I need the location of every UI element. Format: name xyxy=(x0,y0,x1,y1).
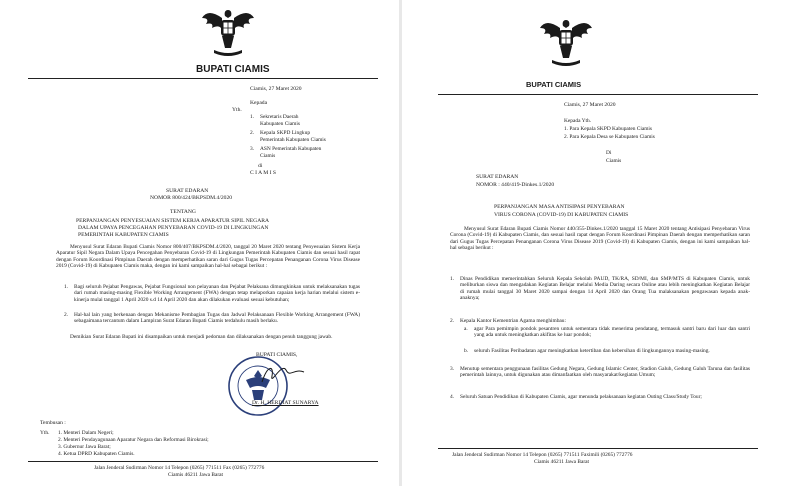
recipient-item: ASN Pemerintah Kabupaten xyxy=(260,146,322,152)
recipient-place: C I A M I S xyxy=(250,170,276,176)
letter-date: Ciamis, 27 Maret 2020 xyxy=(250,86,302,92)
recipient-kepada: Kepada Yth. xyxy=(564,118,592,124)
recipient-di: di xyxy=(258,163,263,169)
tembusan-item: 1. Menteri Dalam Negeri; xyxy=(58,430,114,436)
recipient-kepada: Kepada xyxy=(250,100,268,106)
signatory-name: Dr. H. HERDIAT SUNARYA xyxy=(252,400,319,406)
closing-paragraph: Demikian Surat Edaran Bupati ini disampaikan untuk menjadi pedoman dan dilaksanakan dengan penuh tanggung jawab. xyxy=(70,334,333,340)
point-2a-text: agar Para pemimpin pondok pesantren untuk sementara tidak menerima pendatang, termasuk santri baru dari luar dan santri yang ada untuk meningkatkan akifitas ke luar pondok; xyxy=(474,326,750,339)
subject-line: PERPANJANGAN PENYESUAIAN SISTEM KERJA APARATUR SIPIL NEGARA xyxy=(76,218,270,224)
recipient-di: Di xyxy=(606,150,612,156)
garuda-emblem-icon xyxy=(200,4,256,60)
document-title: SURAT EDARAN xyxy=(476,174,519,180)
point-2-text: Hal-hal lain yang berkenaan dengan Mekanisme Pembagian Tugas dan Jadwal Pelaksanaan Flexible Working Arrangement (FWA) sebagaimana tercantum dalam Lampiran Surat Edaran Bupati Ciamis terdahulu masih berlaku. xyxy=(74,312,360,325)
tembusan-item: 3. Gubernur Jawa Barat; xyxy=(58,444,111,450)
letter-date: Ciamis, 27 Maret 2020 xyxy=(564,102,616,108)
signature-icon xyxy=(258,360,308,388)
footer-address: Jalan Jenderal Sudirman Nomor 14 Telepon (0265) 771511 Faximili (0265) 772776 xyxy=(452,452,633,458)
document-number: NOMOR : 440/419-Dinkes.1/2020 xyxy=(476,182,555,188)
subject-line: DALAM UPAYA PENCEGAHAN PENYEBARAN COVID-19 DI LINGKUNGAN xyxy=(78,225,269,231)
left-document-page: BUPATI CIAMIS Ciamis, 27 Maret 2020 Kepada Yth. 1. Sekretaris Daerah Kabupaten Ciamis 2. Kepala SKPD Lingkup Pemerintah Kabupaten Ciamis 3. ASN Pemerintah Kabupaten Ciamis di C I A M I S SURAT EDARAN NOMOR 800/424/BKPSDM.4/2020 TENTANG PERPANJANGAN PENYESUAIAN SISTEM KERJA APARATUR SIPIL NEGARA DALAM UPAYA PENCEGAHAN PENYEBARAN COVID-19 DI LINGKUNGAN PEMERINTAH KABUPATEN CIAMIS Menyusul Surat Edaran Bupati Ciamis Nomor 800/407/BKPSDM.4/2020, tanggal 20 Maret 2020 tentang Penyesuaian Sistem Kerja Aparatur Sipil Negara Dalam Upaya Pencegahan Penyebaran Covid-19 di Lingkungan Pemerintah Kabupaten Ciamis dan sesuai hasil rapat dengan Forum Koordinasi Pimpinan Daerah dengan memperhatikan saran dari Gugus Tugas Percepatan Penanganan Corona Virus Disease 2019 (Covid-19) di Kabupaten Ciamis maka, dengan ini kami sampaikan hal-hal sebagai berikut : 1. Bagi seluruh Pejabat Pengawas, Pejabat Fungsional non pelayanan dan Pejabat Pelaksana dimungkinkan untuk melaksanakan tugas dari rumah masing-masing Flexible Working Arrangement (FWA) dengan tetap melaporkan capaian kerja harian melalui sistem e-kinerja mulai tanggal 1 April 2020 s.d 14 April 2020 dan akan dilakukan evaluasi sesuai kebutuhan; 2. Hal-hal lain yang berkenaan dengan Mekanisme Pembagian Tugas dan Jadwal Pelaksanaan Flexible Working Arrangement (FWA) sebagaimana tercantum dalam Lampiran Surat Edaran Bupati Ciamis terdahulu masih berlaku. Demikian Surat Edaran Bupati ini disampaikan untuk menjadi pedoman dan dilaksanakan dengan penuh tanggung jawab. BUPATI CIAMIS, Dr. H. HERDIAT SUNARYA Tembusan : Yth. 1. Menteri Dalam Negeri; 2. Menteri Pendayagunaan Aparatur Negara dan Reformasi Birokrasi; 3. Gubernur Jawa Barat; 4. Ketua DPRD Kabupaten Ciamis. Jalan Jenderal Sudirman Nomor 14 Telepon (0265) 771511 Fax (0265) 772776 Ciamis 46211 Jawa Barat xyxy=(0,0,398,486)
point-2b-text: seluruh Fasilitas Peribadatan agar meningkatkan ketertiban dan kebersihan di lingkungannya masing-masing. xyxy=(474,348,710,354)
point-3-text: Menutup sementara penggunaan fasilitas Gedung Negara, Gedung Islamic Center, Stadion Galuh, Gedung Galuh Taruna dan fasilitas pemerintah lainnya, untuk digunakan atau dimanfaatkan oleh masyarakat/kegiatan Umum; xyxy=(460,366,750,379)
point-1-text: Dinas Pendidikan memerintahkan Seluruh Kepala Sekolah PAUD, TK/RA, SD/MI, dan SMP/MTS di Kabupaten Ciamis, untuk meliburkan siswa dan mengadakan Kegiatan Belajar melalui Media Daring secara Online atau lebih meningkatkan Kegiatan Belajar di rumah mulai tanggal 30 Maret 2020 sampai dengan 14 April 2020 dan Orang Tua malaksanakan pengawasan kepada anak-anaknya; xyxy=(460,276,750,302)
signatory-title: BUPATI CIAMIS, xyxy=(256,352,298,358)
intro-paragraph: Menyusul Surat Edaran Bupati Ciamis Nomor 440/355-Dinkes.1/2020 tanggal 15 Maret 2020 tentang Antisipasi Penyebaran Virus Corona (Covid-19) di Kabupaten Ciamis, dan sesuai hasil rapat dengan Forum Koordinasi Pimpinan Daerah dengan memperhatikan saran dari Gugus Tugas Percepatan Penanganan Corona Virus Disease 2019 (Covid-19) di Kabupaten Ciamis, dengan ini kami sampaikan hal-hal sebagai berikut : xyxy=(450,226,750,252)
point-1-text: Bagi seluruh Pejabat Pengawas, Pejabat Fungsional non pelayanan dan Pejabat Pelaksana dimungkinkan untuk melaksanakan tugas dari rumah masing-masing Flexible Working Arrangement (FWA) dengan tetap melaporkan capaian kerja harian melalui sistem e-kinerja mulai tanggal 1 April 2020 s.d 14 April 2020 dan akan dilakukan evaluasi sesuai kebutuhan; xyxy=(74,284,360,303)
subject-line: PEMERINTAH KABUPATEN CIAMIS xyxy=(78,232,169,238)
recipient-item: Sekretaris Daerah xyxy=(260,114,299,120)
subject-line: PERPANJANGAN MASA ANTISIPASI PENYEBARAN xyxy=(494,204,625,210)
tembusan-item: 2. Menteri Pendayagunaan Aparatur Negara dan Reformasi Birokrasi; xyxy=(58,437,209,443)
point-4-text: Seluruh Satuan Pendidikan di Kabupaten Ciamis, agar menunda pelaksanaan kegiatan Outing Class/Study Tour; xyxy=(460,394,702,400)
letterhead-title: BUPATI CIAMIS xyxy=(196,64,270,75)
recipient-place: Ciamis xyxy=(606,158,622,164)
footer-address: Jalan Jenderal Sudirman Nomor 14 Telepon (0265) 771511 Fax (0265) 772776 xyxy=(94,465,265,471)
footer-address: Ciamis 46211 Jawa Barat xyxy=(534,459,590,465)
tembusan-label: Tembusan : xyxy=(40,420,66,426)
document-title: SURAT EDARAN xyxy=(166,188,209,194)
point-2-text: Kepala Kantor Kementrian Agama menghimbau: xyxy=(460,318,566,324)
subject-line: VIRUS CORONA (COVID-19) DI KABUPATEN CIAMIS xyxy=(494,212,629,218)
intro-paragraph: Menyusul Surat Edaran Bupati Ciamis Nomor 800/407/BKPSDM.4/2020, tanggal 20 Maret 2020 tentang Penyesuaian Sistem Kerja Aparatur Sipil Negara Dalam Upaya Pencegahan Penyebaran Covid-19 di Lingkungan Pemerintah Kabupaten Ciamis dan sesuai hasil rapat dengan Forum Koordinasi Pimpinan Daerah dengan memperhatikan saran dari Gugus Tugas Percepatan Penanganan Corona Virus Disease 2019 (Covid-19) di Kabupaten Ciamis maka, dengan ini kami sampaikan hal-hal sebagai berikut : xyxy=(56,244,360,270)
recipient-item: Kepala SKPD Lingkup xyxy=(260,130,311,136)
recipient-yth: Yth. xyxy=(232,107,242,113)
recipient-item: 1. Para Kepala SKPD Kabupaten Ciamis xyxy=(564,126,653,132)
tentang-label: TENTANG xyxy=(170,209,196,215)
tembusan-item: 4. Ketua DPRD Kabupaten Ciamis. xyxy=(58,451,135,457)
right-document-page: BUPATI CIAMIS Ciamis, 27 Maret 2020 Kepada Yth. 1. Para Kepala SKPD Kabupaten Ciamis 2. Para Kepala Desa se Kabupaten Ciamis Di Ciamis SURAT EDARAN NOMOR : 440/419-Dinkes.1/2020 PERPANJANGAN MASA ANTISIPASI PENYEBARAN VIRUS CORONA (COVID-19) DI KABUPATEN CIAMIS Menyusul Surat Edaran Bupati Ciamis Nomor 440/355-Dinkes.1/2020 tanggal 15 Maret 2020 tentang Antisipasi Penyebaran Virus Corona (Covid-19) di Kabupaten Ciamis, dan sesuai hasil rapat dengan Forum Koordinasi Pimpinan Daerah dengan memperhatikan saran dari Gugus Tugas Percepatan Penanganan Corona Virus Disease 2019 (Covid-19) di Kabupaten Ciamis, dengan ini kami sampaikan hal-hal sebagai berikut : 1. Dinas Pendidikan memerintahkan Seluruh Kepala Sekolah PAUD, TK/RA, SD/MI, dan SMP/MTS di Kabupaten Ciamis, untuk meliburkan siswa dan mengadakan Kegiatan Belajar melalui Media Daring secara Online atau lebih meningkatkan Kegiatan Belajar di rumah mulai tanggal 30 Maret 2020 sampai dengan 14 April 2020 dan Orang Tua malaksanakan pengawasan kepada anak-anaknya; 2. Kepala Kantor Kementrian Agama menghimbau: a. agar Para pemimpin pondok pesantren untuk sementara tidak menerima pendatang, termasuk santri baru dari luar dan santri yang ada untuk meningkatkan akifitas ke luar pondok; b. seluruh Fasilitas Peribadatan agar meningkatkan ketertiban dan kebersihan di lingkungannya masing-masing. 3. Menutup sementara penggunaan fasilitas Gedung Negara, Gedung Islamic Center, Stadion Galuh, Gedung Galuh Taruna dan fasilitas pemerintah lainnya, untuk digunakan atau dimanfaatkan oleh masyarakat/kegiatan Umum; 4. Seluruh Satuan Pendidikan di Kabupaten Ciamis, agar menunda pelaksanaan kegiatan Outing Class/Study Tour; Jalan Jenderal Sudirman Nomor 14 Telepon (0265) 771511 Faximili (0265) 772776 Ciamis 46211 Jawa Barat xyxy=(402,0,800,486)
footer-address: Ciamis 46211 Jawa Barat xyxy=(168,472,224,478)
document-number: NOMOR 800/424/BKPSDM.4/2020 xyxy=(150,195,233,201)
garuda-emblem-icon xyxy=(538,14,594,70)
letterhead-title: BUPATI CIAMIS xyxy=(526,80,582,89)
recipient-item: 2. Para Kepala Desa se Kabupaten Ciamis xyxy=(564,134,655,140)
